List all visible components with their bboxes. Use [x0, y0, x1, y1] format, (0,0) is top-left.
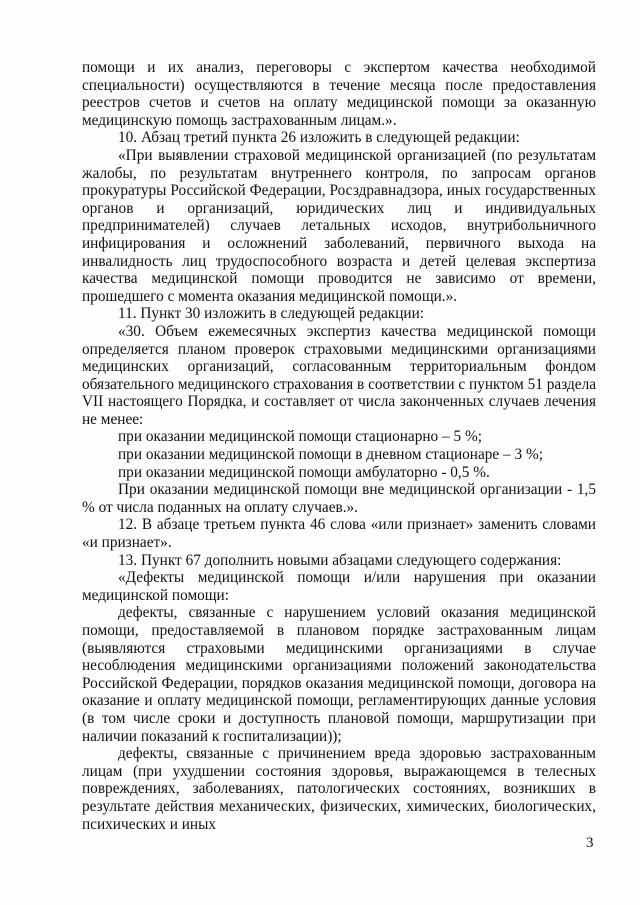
paragraph-8: при оказании медицинской помощи амбулаторно - 0,5 %. — [118, 463, 490, 481]
paragraph-12: «Дефекты медицинской помощи и/или нарушения при оказании медицинской помощи: — [82, 569, 596, 604]
paragraph-10: 12. В абзаце третьем пункта 46 слова «или признает» заменить словами «и признает». — [82, 516, 596, 552]
paragraph-4: 11. Пункт 30 изложить в следующей редакции: — [118, 305, 425, 323]
document-body — [82, 59, 596, 833]
paragraph-6: при оказании медицинской помощи стационарно – 5 %; — [118, 428, 482, 446]
paragraph-3: «При выявлении страховой медицинской организацией (по результатам жалобы, по результатам внутреннего контроля, по запросам органов прокуратуры Российской Федерации, Росздравнадзора, иных государственных органов и организаций, юридических лиц и индивидуальных предпринимателей) случаев летальных исходов, внутрибольничного инфицирования и осложнений заболеваний, первичного выхода на инвалидность лиц трудоспособного возраста и детей целевая экспертиза качества медицинской помощи проводится не зависимо от времени, прошедшего с момента оказания медицинской помощи.». — [82, 146, 596, 305]
paragraph-1: помощи и их анализ, переговоры с экспертом качества необходимой специальности) осуществляются в течение месяца после предоставления реестров счетов и счетов на оплату медицинской помощи за оказанную медицинскую помощь застрахованным лицам.». — [82, 59, 596, 129]
paragraph-14: дефекты, связанные с причинением вреда здоровью застрахованным лицам (при ухудшении состояния здоровья, выражающемся в телесных повреждениях, заболеваниях, патологических состояниях, возникших в результате действия механических, физических, химических, биологических, психических и иных — [82, 745, 596, 833]
paragraph-13: дефекты, связанные с нарушением условий оказания медицинской помощи, предоставляемой в плановом порядке застрахованным лицам (выявляются страховыми медицинскими организациями в случае несоблюдения медицинскими организациями положений законодательства Российской Федерации, порядков оказания медицинской помощи, договора на оказание и оплату медицинской помощи, регламентирующих данные условия (в том числе сроки и доступность плановой помощи, маршрутизации при наличии показаний к госпитализации)); — [82, 604, 596, 745]
paragraph-5: «30. Объем ежемесячных экспертиз качества медицинской помощи определяется планом проверок страховыми медицинскими организациями медицинских организаций, согласованным территориальным фондом обязательного медицинского страхования в соответствии с пунктом 51 раздела VII настоящего Порядка, и составляет от числа законченных случаев лечения не менее: — [82, 322, 596, 428]
paragraph-2: 10. Абзац третий пункта 26 изложить в следующей редакции: — [118, 129, 520, 147]
paragraph-11: 13. Пункт 67 дополнить новыми абзацами следующего содержания: — [118, 551, 562, 569]
paragraph-7: при оказании медицинской помощи в дневном стационаре – 3 %; — [118, 446, 543, 464]
page-number: 3 — [586, 835, 594, 851]
paragraph-9: При оказании медицинской помощи вне медицинской организации - 1,5 % от числа поданных на оплату случаев.». — [82, 481, 596, 516]
